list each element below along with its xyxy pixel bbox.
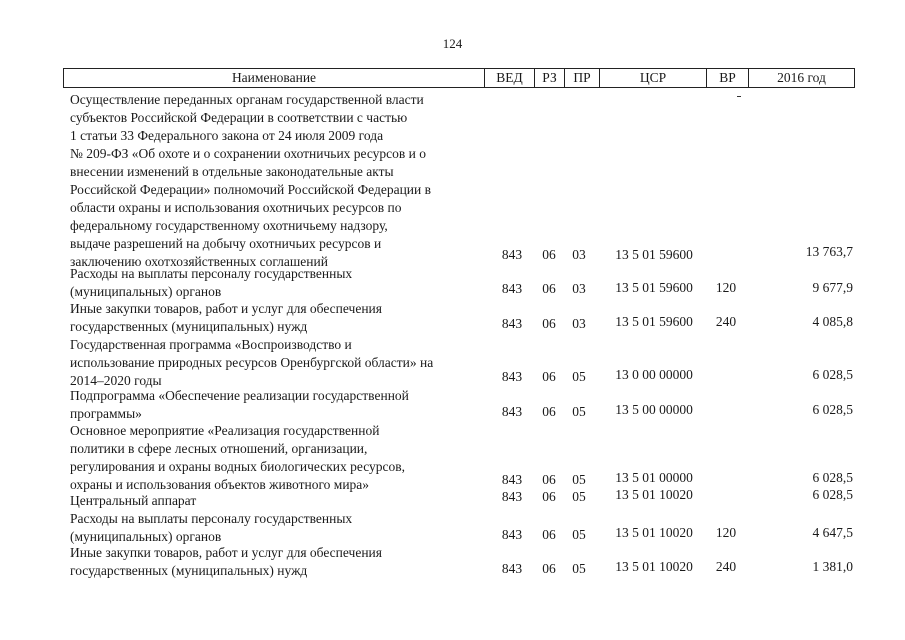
- row-ved: 843: [501, 561, 523, 576]
- row-pr: 05: [572, 472, 586, 487]
- row-ved: 843: [501, 316, 523, 331]
- row-pr: 05: [572, 404, 586, 419]
- row-pr: 03: [572, 316, 586, 331]
- row-csr: 13 5 00 00000: [615, 402, 693, 417]
- row-amount: 4 647,5: [812, 525, 853, 540]
- row-name: Центральный аппарат: [70, 493, 197, 508]
- row-amount: 6 028,5: [812, 470, 853, 485]
- row-pr: 05: [572, 489, 586, 504]
- row-ved: 843: [501, 489, 523, 504]
- row-vr: 240: [715, 314, 737, 329]
- header-year: 2016 год: [748, 69, 854, 87]
- row-pr: 05: [572, 561, 586, 576]
- header-csr: ЦСР: [599, 69, 706, 87]
- row-name: Государственная программа «Воспроизводство и использование природных ресурсов Оренбургской области» на 2014–2020 годы: [70, 337, 434, 388]
- row-ved: 843: [501, 281, 523, 296]
- row-csr: 13 5 01 10020: [615, 487, 693, 502]
- row-ved: 843: [501, 369, 523, 384]
- header-pr: ПР: [564, 69, 599, 87]
- row-name: Иные закупки товаров, работ и услуг для обеспечения государственных (муниципальных) нужд: [70, 545, 382, 578]
- row-rz: 06: [542, 527, 556, 542]
- header-name: Наименование: [231, 70, 317, 85]
- row-pr: 03: [572, 281, 586, 296]
- row-vr: 240: [715, 559, 737, 574]
- row-rz: 06: [542, 561, 556, 576]
- row-rz: 06: [542, 472, 556, 487]
- row-csr: 13 5 01 10020: [615, 525, 693, 540]
- header-vr: ВР: [706, 69, 748, 87]
- row-ved: 843: [501, 527, 523, 542]
- row-rz: 06: [542, 369, 556, 384]
- row-name: Осуществление переданных органам государственной власти субъектов Российской Федерации в соответствии с частью 1 статьи 33 Федерального закона от 24 июля 2009 года № 209-ФЗ «Об охоте и о сохранении охотничьих ресурсов и о внесении изменений в отдельные законодательные акты Российской Федерации» полномочий Российской Федерации в области охраны и использования охотничьих ресурсов по федеральному государственному охотничьему надзору, выдаче разрешений на добычу охотничьих ресурсов и заключению охотхозяйственных соглашений: [70, 92, 432, 269]
- row-pr: 05: [572, 527, 586, 542]
- row-csr: 13 5 01 10020: [615, 559, 693, 574]
- row-amount: 6 028,5: [812, 367, 853, 382]
- row-vr: 120: [715, 525, 737, 540]
- row-pr: 03: [572, 247, 586, 262]
- row-amount: 13 763,7: [805, 244, 853, 259]
- row-amount: 6 028,5: [812, 487, 853, 502]
- row-csr: 13 5 01 59600: [615, 280, 693, 295]
- row-ved: 843: [501, 404, 523, 419]
- header-ved: ВЕД: [484, 69, 534, 87]
- row-rz: 06: [542, 247, 556, 262]
- row-amount: 1 381,0: [812, 559, 853, 574]
- row-rz: 06: [542, 316, 556, 331]
- row-csr: 13 5 01 59600: [615, 314, 693, 329]
- row-ved: 843: [501, 472, 523, 487]
- row-vr: 120: [715, 280, 737, 295]
- row-pr: 05: [572, 369, 586, 384]
- page-number: 124: [442, 36, 463, 51]
- header-rz: РЗ: [534, 69, 564, 87]
- row-name: Расходы на выплаты персоналу государственных (муниципальных) органов: [70, 511, 353, 544]
- row-ved: 843: [501, 247, 523, 262]
- row-amount: 6 028,5: [812, 402, 853, 417]
- row-csr: 13 5 01 00000: [615, 470, 693, 485]
- row-amount: 4 085,8: [812, 314, 853, 329]
- row-name: Подпрограмма «Обеспечение реализации государственной программы»: [70, 388, 409, 421]
- row-rz: 06: [542, 489, 556, 504]
- row-rz: 06: [542, 404, 556, 419]
- row-name: Основное мероприятие «Реализация государственной политики в сфере лесных отношений, организации, регулирования и охраны водных биологических ресурсов, охраны и использования объектов животного мира»: [70, 423, 406, 492]
- row-name: Расходы на выплаты персоналу государственных (муниципальных) органов: [70, 266, 353, 299]
- row-csr: 13 5 01 59600: [615, 247, 693, 262]
- row-amount: 9 677,9: [812, 280, 853, 295]
- row-name: Иные закупки товаров, работ и услуг для обеспечения государственных (муниципальных) нужд: [70, 301, 382, 334]
- row-csr: 13 0 00 00000: [615, 367, 693, 382]
- row-rz: 06: [542, 281, 556, 296]
